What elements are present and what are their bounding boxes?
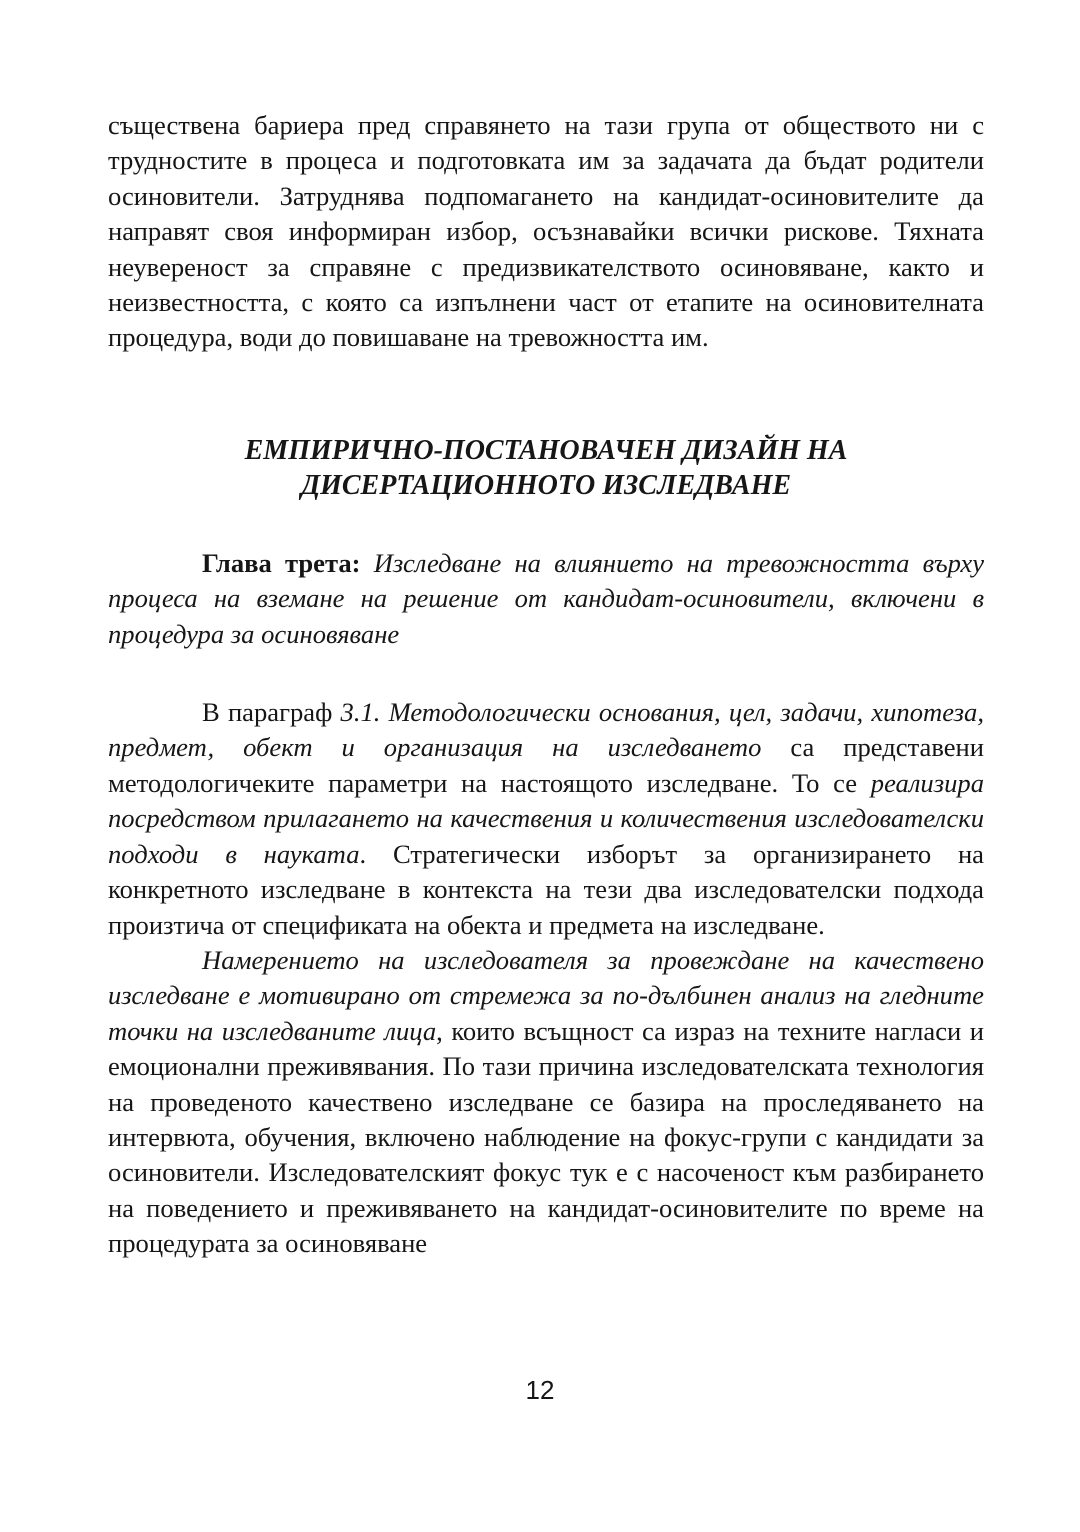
chapter-title: Изследване на влиянието на тревожността върху процеса на вземане на решение от кандидат-осиновители, включени в процедура за осиновяване bbox=[108, 547, 985, 649]
paragraph-reference: 3.1. Методологически основания, цел, задачи, хипотеза, предмет, обект и организация на изследването bbox=[108, 697, 984, 763]
paragraph-intent-text: , които всъщност са израз на техните нагласи и емоционални преживявания. По тази причина изследователската технология на проведеното качествено изследване се базира на проследяването на интервюта, обучения, включено наблюдение на фокус-групи с кандидати за осиновители. Изследователският фокус тук е с насоченост към разбирането на поведението и преживяването на кандидат-осиновителите по време на процедурата за осиновяване bbox=[108, 1015, 985, 1259]
section-heading-line-1: ЕМПИРИЧНО-ПОСТАНОВАЧЕН ДИЗАЙН НА bbox=[244, 434, 848, 466]
paragraph-methodology-emphasis: реализира посредством прилагането на качествения и количествения изследователски подходи в науката bbox=[108, 767, 984, 869]
chapter-title-paragraph bbox=[108, 546, 984, 652]
document-page bbox=[108, 108, 984, 1262]
paragraph-methodology-text-2: . Стратегически изборът за организирането на конкретното изследване в контекста на тези два изследователски подхода произтича от спецификата на обекта и предмета на изследване. bbox=[108, 838, 984, 940]
intro-paragraph: съществена бариера пред справянето на тази група от обществото ни с трудностите в процеса и подготовката им за задачата да бъдат родители осиновители. Затруднява подпомагането на кандидат-осиновителите да направят своя информиран избор, осъзнавайки всички рискове. Тяхната неувереност за справяне с предизвикателството осиновяване, както и неизвестността, с която са изпълнени част от етапите на осиновителната процедура, води до повишаване на тревожността им. bbox=[108, 110, 984, 353]
section-heading-line-2: ДИСЕРТАЦИОННОТО ИЗСЛЕДВАНЕ bbox=[300, 469, 792, 501]
section-heading bbox=[108, 433, 984, 503]
paragraph-methodology-text-1: са представени методологичеките параметри на настоящото изследване. То се bbox=[108, 732, 984, 798]
page-number: 12 bbox=[525, 1375, 555, 1405]
paragraph-methodology-lead: В параграф bbox=[202, 697, 341, 728]
paragraph-methodology bbox=[108, 695, 984, 943]
chapter-label: Глава трета: bbox=[202, 547, 361, 578]
paragraph-intent-emphasis: Намерението на изследователя за провеждане на качествено изследване е мотивирано от стремежа за по-дълбинен анализ на гледните точки на изследваните лица bbox=[108, 944, 984, 1046]
paragraph-research-intent bbox=[108, 943, 984, 1262]
